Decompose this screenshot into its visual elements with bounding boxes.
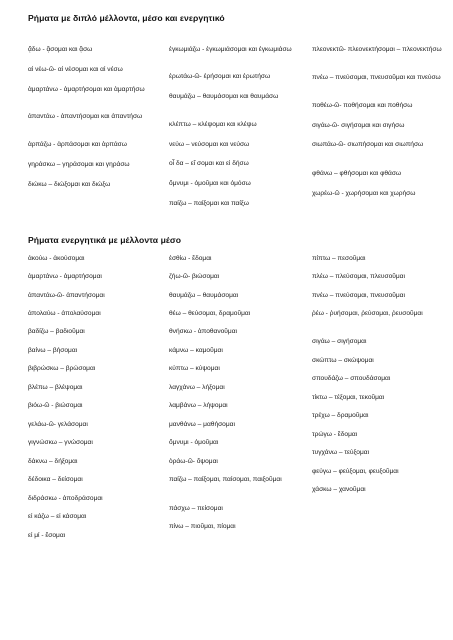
list-item: ὄμνυμι - ὀμοῦμαι xyxy=(169,439,219,446)
list-item: βαδίζω – βαδιοῦμαι xyxy=(28,328,85,335)
list-item: βιβρώσκω – βρώσομαι xyxy=(28,365,96,372)
list-item: τρώγω - ἔδομαι xyxy=(312,431,358,438)
list-item: φθάνω – φθήσομαι και φθάσω xyxy=(312,170,402,177)
list-item: διδράσκω - ἀποδράσομαι xyxy=(28,495,103,502)
list-item: ῥέω - ῥυήσομαι, ῥεύσομαι, ῥευσοῦμαι xyxy=(312,310,423,317)
list-item: δάκνω – δήξομαι xyxy=(28,458,78,465)
list-item: ποθέω-ῶ- ποθήσομαι και ποθήσω xyxy=(312,102,413,109)
list-item: ἀπαντάω-ῶ- ἀπαντήσομαι xyxy=(28,292,105,299)
section-1-heading: Ρήματα με διπλό μέλλοντα, μέσο και ενεργητικό xyxy=(28,13,225,23)
list-item: αἰ νέω-ῶ- αἰ νέσομαι και αἰ νέσω xyxy=(28,66,123,73)
list-item: βαίνω – βήσομαι xyxy=(28,347,78,354)
list-item: ζήω-ῶ- βιώσομαι xyxy=(169,273,220,280)
list-item: σπουδάζω – σπουδάσομαι xyxy=(312,375,391,382)
list-item: γιγνώσκω – γνώσομαι xyxy=(28,439,93,446)
list-item: κύπτω – κύψομαι xyxy=(169,365,220,372)
list-item: τίκτω – τέξομαι, τεκοῦμαι xyxy=(312,394,385,401)
list-item: πάσχω – πείσομαι xyxy=(169,505,223,512)
list-item: ἀπολαύω - ἀπολαύσομαι xyxy=(28,310,101,317)
list-item: ᾄδω - ᾄσομαι και ᾄσω xyxy=(28,46,93,53)
list-item: πίπτω – πεσοῦμαι xyxy=(312,255,366,262)
list-item: εἰ μί - ἔσομαι xyxy=(28,532,66,539)
list-item: φεύγω – φεύξομαι, φευξοῦμαι xyxy=(312,468,399,475)
list-item: τυγχάνω – τεύξομαι xyxy=(312,449,370,456)
list-item: ἁμαρτάνω - ἁμαρτήσομαι xyxy=(28,273,102,280)
list-item: ἐρωτάω-ῶ- ἐρήσομαι και ἐρωτήσω xyxy=(169,73,271,80)
list-item: κλέπτω – κλέψομαι και κλέψω xyxy=(169,121,257,128)
list-item: σκώπτω – σκώψομαι xyxy=(312,357,374,364)
list-item: πλεονεκτῶ- πλεονεκτήσομαι – πλεονεκτήσω xyxy=(312,46,442,53)
list-item: ὄμνυμι - ὀμοῦμαι και ὀμόσω xyxy=(169,180,251,187)
list-item: διώκω – διώξομαι και διώξω xyxy=(28,181,111,188)
list-item: πνέω – πνεύσομαι, πνευσοῦμαι xyxy=(312,292,405,299)
list-item: σιωπάω-ῶ- σιωπήσομαι και σιωπήσω xyxy=(312,141,424,148)
list-item: ἐγκωμιάζω - ἐγκωμιάσομαι και ἐγκωμιάσω xyxy=(169,46,292,53)
list-item: πνέω – πνεύσομαι, πνευσοῦμαι και πνεύσω xyxy=(312,74,441,81)
list-item: βλέπω – βλέψομαι xyxy=(28,384,83,391)
list-item: πίνω – πιοῦμαι, πίομαι xyxy=(169,523,236,530)
list-item: ἁρπάζω - ἁρπάσομαι και ἁρπάσω xyxy=(28,141,127,148)
list-item: ἀκούω - ἀκούσομαι xyxy=(28,255,85,262)
list-item: γελάω-ῶ- γελάσομαι xyxy=(28,421,88,428)
list-item: θαυμάζω – θαυμάσομαι και θαυμάσω xyxy=(169,93,279,100)
list-item: ἁμαρτάνω - ἁμαρτήσομαι και ἁμαρτήσω xyxy=(28,86,145,93)
list-item: λαγχάνω – λήξομαι xyxy=(169,384,225,391)
list-item: γηράσκω – γηράσομαι και γηράσω xyxy=(28,161,130,168)
list-item: θέω – θεύσομαι, δραμοῦμαι xyxy=(169,310,251,317)
list-item: κάμνω – καμοῦμαι xyxy=(169,347,223,354)
list-item: παίζω – παίξομαι, παίσομαι, παιξοῦμαι xyxy=(169,476,282,483)
list-item: εἰ κάζω – εἰ κάσομαι xyxy=(28,513,87,520)
list-item: σιγάω – σιγήσομαι xyxy=(312,338,367,345)
list-item: λαμβάνω – λήψομαι xyxy=(169,402,228,409)
list-item: πλέω – πλεύσομαι, πλευσοῦμαι xyxy=(312,273,405,280)
list-item: ἐσθίω - ἔδομαι xyxy=(169,255,212,262)
list-item: βιόω-ῶ - βιώσομαι xyxy=(28,402,83,409)
list-item: ἀπαντάω - ἀπαντήσομαι και ἀπαντήσω xyxy=(28,113,143,120)
list-item: θαυμάζω – θαυμάσομαι xyxy=(169,292,239,299)
list-item: θνήσκω - ἀποθανοῦμαι xyxy=(169,328,237,335)
list-item: τρέχω – δραμοῦμαι xyxy=(312,412,369,419)
list-item: χάσκω – χανοῦμαι xyxy=(312,486,366,493)
list-item: νεύω – νεύσομαι και νεύσω xyxy=(169,141,250,148)
list-item: χωρέω-ῶ - χωρήσομαι και χωρήσω xyxy=(312,190,416,197)
list-item: δέδοικα – δείσομαι xyxy=(28,476,83,483)
list-item: μανθάνω – μαθήσομαι xyxy=(169,421,235,428)
list-item: παίζω – παίξομαι και παίξω xyxy=(169,200,249,207)
list-item: ὁράω-ῶ- ὄψομαι xyxy=(169,458,218,465)
list-item: σιγάω-ῶ- σιγήσομαι και σιγήσω xyxy=(312,122,405,129)
section-2-heading: Ρήματα ενεργητικά με μέλλοντα μέσο xyxy=(28,235,182,245)
list-item: οἶ δα – εἴ σομαι και εἰ δήσω xyxy=(169,160,249,167)
